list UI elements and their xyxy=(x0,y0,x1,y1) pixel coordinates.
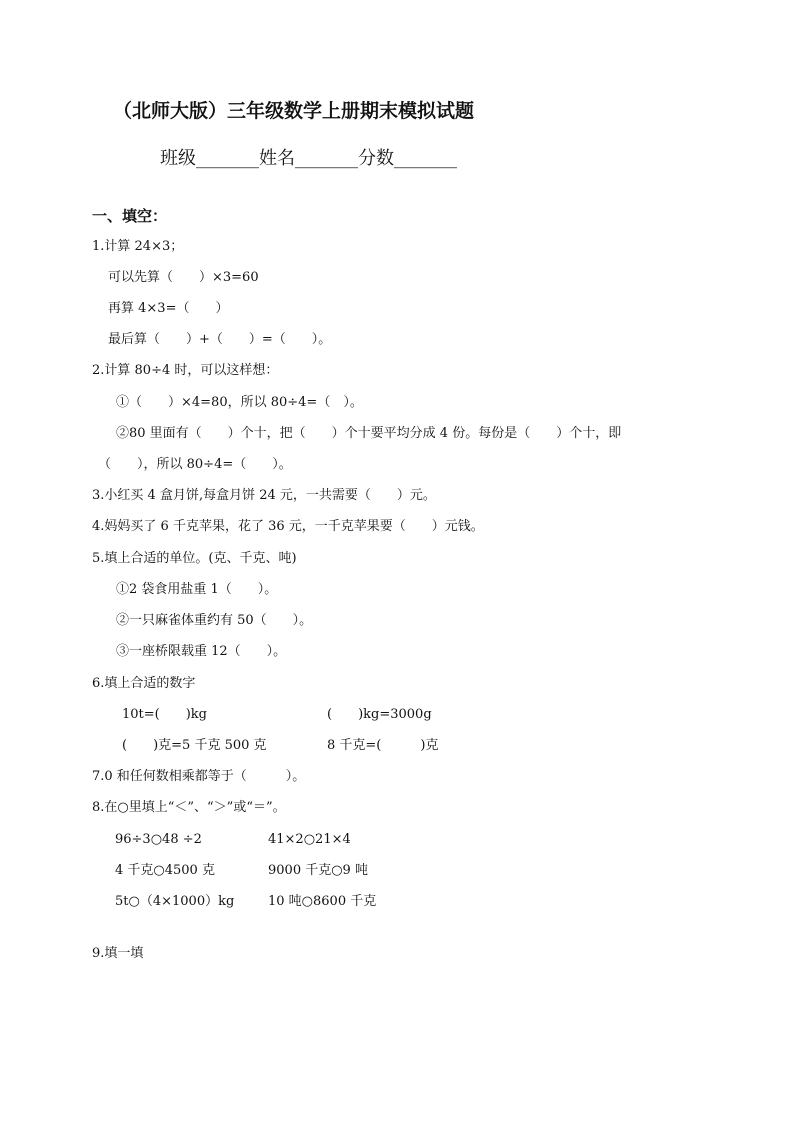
question-2-part-c: （ ），所以 80÷4=（ ）。 xyxy=(98,457,292,472)
question-1-step-c: 最后算（ ）+（ ）=（ ）。 xyxy=(108,332,332,347)
question-1-step-a: 可以先算（ ）×3=60 xyxy=(108,270,259,285)
section-heading-fill-blank: 一、填空： xyxy=(92,207,168,225)
question-9: 9.填一填 xyxy=(92,946,144,961)
question-2-part-a: ①（ ）×4=80，所以 80÷4=（ ）。 xyxy=(116,395,363,410)
student-info-line: 班级_______姓名_______分数_______ xyxy=(160,148,457,169)
question-8-item-b2: 9000 千克○9 吨 xyxy=(268,863,368,878)
question-5-item-a: ①2 袋食用盐重 1（ ）。 xyxy=(116,582,278,597)
question-8-item-a2: 41×2○21×4 xyxy=(268,832,351,847)
question-5-item-c: ③一座桥限载重 12（ ）。 xyxy=(116,644,287,659)
question-1-stem: 1.计算 24×3； xyxy=(92,239,184,254)
question-6-item-a1: 10t=( )kg xyxy=(122,707,208,722)
page-title: （北师大版）三年级数学上册期末模拟试题 xyxy=(113,100,475,122)
question-8-item-b1: 4 千克○4500 克 xyxy=(115,863,215,878)
question-8-item-c2: 10 吨○8600 千克 xyxy=(268,894,377,909)
question-8-stem: 8.在○里填上“＜”、“＞”或“＝”。 xyxy=(92,800,286,815)
question-8-item-c1: 5t○（4×1000）kg xyxy=(115,894,235,909)
question-3: 3.小红买 4 盒月饼,每盒月饼 24 元，一共需要（ ）元。 xyxy=(92,488,436,503)
question-8-item-a1: 96÷3○48 ÷2 xyxy=(115,832,202,847)
question-6-stem: 6.填上合适的数字 xyxy=(92,676,196,691)
question-6-item-b1: ( )克=5 千克 500 克 xyxy=(122,738,267,753)
question-2-stem: 2.计算 80÷4 时，可以这样想： xyxy=(92,363,279,378)
question-1-step-b: 再算 4×3=（ ） xyxy=(108,301,229,316)
question-6-item-b2: 8 千克=( )克 xyxy=(327,738,439,753)
question-5-item-b: ②一只麻雀体重约有 50（ ）。 xyxy=(116,613,313,628)
question-7: 7.0 和任何数相乘都等于（ ）。 xyxy=(92,769,306,784)
question-6-item-a2: ( )kg=3000g xyxy=(327,707,432,722)
question-5-stem: 5.填上合适的单位。(克、千克、吨) xyxy=(92,551,297,566)
question-2-part-b: ②80 里面有（ ）个十，把（ ）个十要平均分成 4 份。每份是（ ）个十，即 xyxy=(116,426,622,441)
question-4: 4.妈妈买了 6 千克苹果，花了 36 元，一千克苹果要（ ）元钱。 xyxy=(92,519,484,534)
